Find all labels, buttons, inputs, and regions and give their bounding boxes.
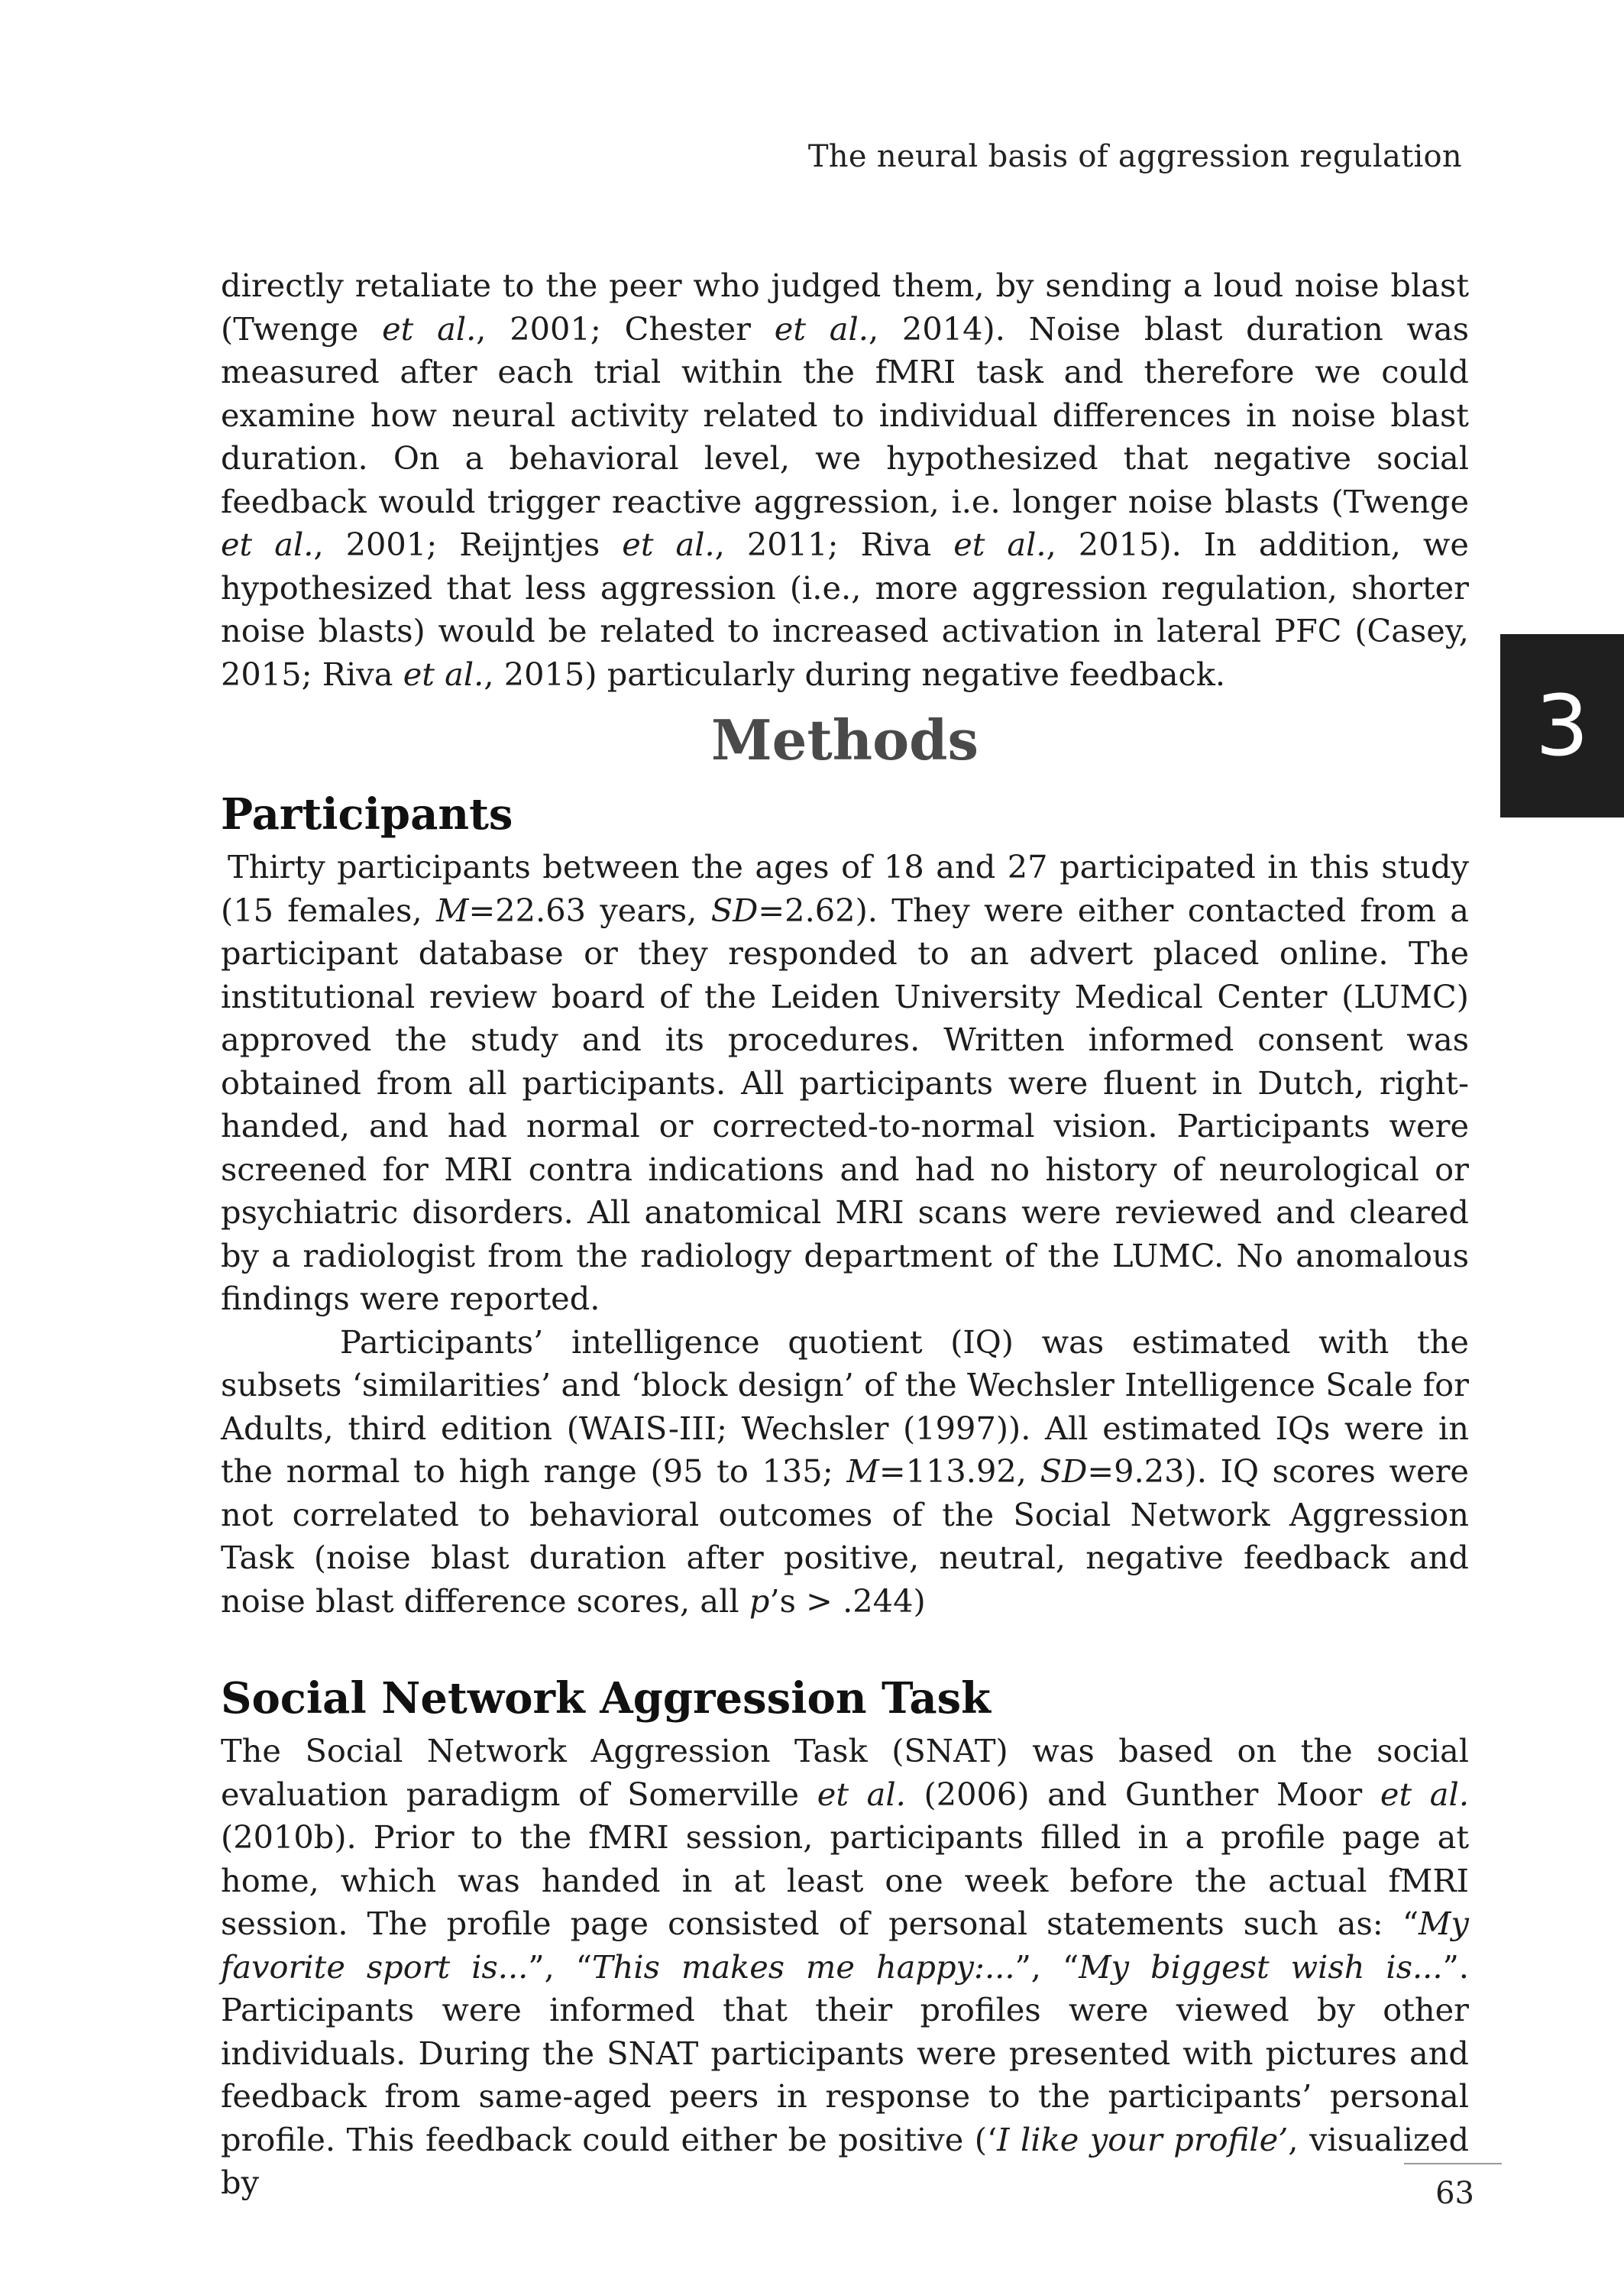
- intro-paragraph: directly retaliate to the peer who judged them, by sending a loud noise blast (Twenge et al., 2001; Chester et al., 2014). Noise blast duration was measured after each trial within the fMRI task and therefore we could examine how neural activity related to individual differences in noise blast duration. On a behavioral level, we hypothesized that negative social feedback would trigger reactive aggression, i.e. longer noise blasts (Twenge et al., 2001; Reijntjes et al., 2011; Riva et al., 2015). In addition, we hypothesized that less aggression (i.e., more aggression regulation, shorter noise blasts) would be related to increased activation in lateral PFC (Casey, 2015; Riva et al., 2015) particularly during negative feedback.: [221, 267, 1469, 693]
- subheading-participants: Participants: [221, 789, 513, 840]
- chapter-tab: [1500, 634, 1624, 817]
- chapter-number: 3: [1535, 677, 1589, 775]
- page-body: [221, 264, 1469, 2205]
- snat-paragraph-1: The Social Network Aggression Task (SNAT) was based on the social evaluation paradigm of Somerville et al. (2006) and Gunther Moor et al. (2010b). Prior to the fMRI session, participants filled in a profile page at home, which was handed in at least one week before the actual fMRI session. The profile page consisted of personal statements such as: “My favorite sport is...”, “This makes me happy:...”, “My biggest wish is...”. Participants were informed that their profiles were viewed by other individuals. During the SNAT participants were presented with pictures and feedback from same-aged peers in response to the participants’ personal profile. This feedback could either be positive (‘I like your profile’, visualized by: [221, 1732, 1470, 2201]
- participants-paragraph-2: Participants’ intelligence quotient (IQ) was estimated with the subsets ‘similarities’ and ‘block design’ of the Wechsler Intelligence Scale for Adults, third edition (WAIS-III; Wechsler (1997)). All estimated IQs were in the normal to high range (95 to 135; M=113.92, SD=9.23). IQ scores were not correlated to behavioral outcomes of the Social Network Aggression Task (noise blast duration after positive, neutral, negative feedback and noise blast difference scores, all p’s > .244): [221, 1322, 1469, 1620]
- subheading-snat: Social Network Aggression Task: [221, 1673, 991, 1724]
- footer-rule: [1404, 2163, 1502, 2164]
- participants-paragraph-1: Thirty participants between the ages of 18 and 27 participated in this study (15 females, M=22.63 years, SD=2.62). They were either contacted from a participant database or they responded to an advert placed online. The institutional review board of the Leiden University Medical Center (LUMC) approved the study and its procedures. Written informed consent was obtained from all participants. All participants were fluent in Dutch, right-handed, and had normal or corrected-to-normal vision. Participants were screened for MRI contra indications and had no history of neurological or psychiatric disorders. All anatomical MRI scans were reviewed and cleared by a radiologist from the radiology department of the LUMC. No anomalous findings were reported.: [221, 848, 1469, 1317]
- running-head: The neural basis of aggression regulation: [807, 139, 1462, 174]
- page-number: 63: [1435, 2176, 1474, 2211]
- section-title-methods: Methods: [710, 707, 979, 772]
